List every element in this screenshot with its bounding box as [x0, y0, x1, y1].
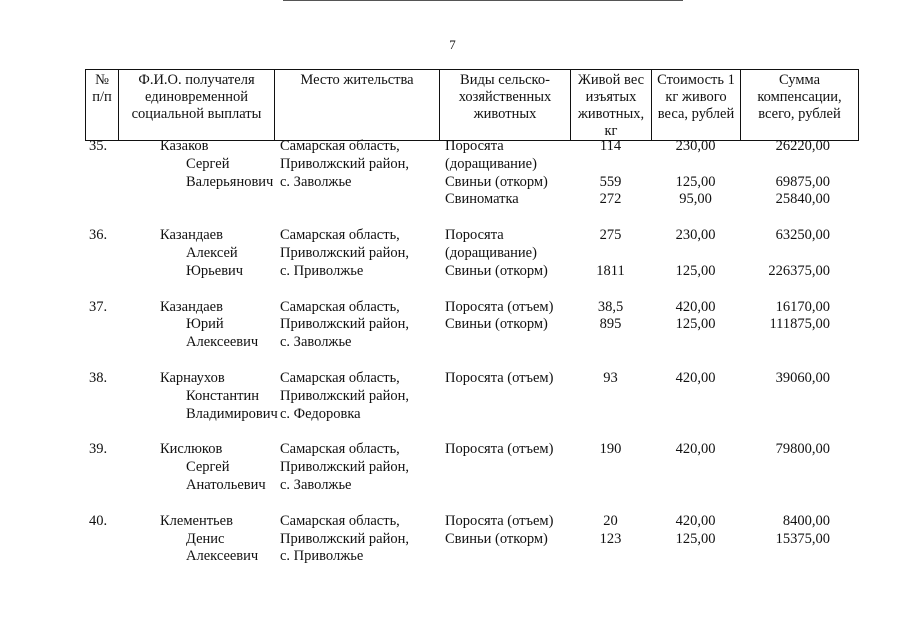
recipient-name-line: Сергей	[186, 155, 230, 172]
table-row	[85, 138, 858, 209]
animal-kind	[439, 299, 570, 352]
sum-value: 111875,00	[769, 316, 830, 333]
gap-cell	[439, 281, 570, 299]
gap-cell	[439, 495, 570, 513]
sum-value: 39060,00	[775, 369, 830, 386]
gap-cell	[118, 281, 274, 299]
address-line: Самарская область,	[280, 369, 400, 386]
compensation-sum	[740, 227, 858, 280]
sum-value: 69875,00	[775, 173, 830, 190]
live-weight	[570, 138, 651, 209]
row-number	[85, 299, 118, 352]
gap-cell	[570, 209, 651, 227]
gap-cell	[570, 281, 651, 299]
live-weight-value: 895	[599, 316, 622, 333]
gap-cell	[274, 281, 439, 299]
address-line: с. Заволжье	[280, 334, 352, 351]
live-weight	[570, 299, 651, 352]
sum-value: 26220,00	[775, 138, 830, 154]
row-number	[85, 227, 118, 280]
recipient-name-line: Алексей	[186, 244, 238, 261]
header-address: Место жительства	[275, 70, 440, 141]
table-header	[85, 69, 859, 141]
table-row	[85, 513, 858, 566]
table-row	[85, 441, 858, 494]
recipient-name-line: Клементьев	[160, 512, 233, 529]
animal-kind-line: Свиноматка	[445, 191, 519, 208]
gap-cell	[651, 352, 740, 370]
gap-cell	[274, 495, 439, 513]
animal-kind-line: Свиньи (откорм)	[445, 173, 548, 190]
animal-kind-line: Поросята	[445, 227, 504, 244]
gap-cell	[118, 352, 274, 370]
price-value: 420,00	[675, 441, 716, 458]
gap-cell	[118, 423, 274, 441]
live-weight	[570, 513, 651, 566]
spacer	[651, 245, 740, 263]
address	[274, 227, 439, 280]
animal-kind	[439, 227, 570, 280]
row-gap	[85, 209, 858, 227]
sum-value: 15375,00	[775, 530, 830, 547]
table-row	[85, 227, 858, 280]
live-weight-value: 123	[599, 530, 622, 547]
recipient-name-line: Алексеевич	[186, 334, 259, 351]
price-value: 230,00	[675, 138, 716, 154]
gap-cell	[85, 423, 118, 441]
header-num: № п/п	[86, 70, 119, 141]
address-line: с. Заволжье	[280, 173, 352, 190]
recipient-name	[118, 227, 274, 280]
gap-cell	[274, 352, 439, 370]
animal-kind-line: Поросята (отъем)	[445, 512, 554, 529]
row-number-text: 39.	[89, 441, 108, 458]
address	[274, 513, 439, 566]
recipient-name-line: Валерьянович	[186, 173, 274, 190]
compensation-sum	[740, 441, 858, 494]
recipient-name-line: Сергей	[186, 459, 230, 476]
header-kinds: Виды сельско-хозяйственных животных	[440, 70, 571, 141]
recipient-name-line: Юрий	[186, 316, 224, 333]
live-weight-value: 190	[599, 441, 622, 458]
row-number-text: 38.	[89, 369, 108, 386]
live-weight-value: 114	[599, 138, 622, 154]
recipient-name-line: Константин	[186, 387, 259, 404]
price-value: 230,00	[675, 227, 716, 244]
row-number-text: 36.	[89, 227, 108, 244]
address-line: Приволжский район,	[280, 244, 409, 261]
gap-cell	[85, 281, 118, 299]
address-line: с. Приволжье	[280, 262, 364, 279]
spacer	[570, 245, 651, 263]
address	[274, 441, 439, 494]
row-number	[85, 441, 118, 494]
recipient-name-line: Казандаев	[160, 227, 223, 244]
address-line: Самарская область,	[280, 512, 400, 529]
address	[274, 299, 439, 352]
price-value: 420,00	[675, 512, 716, 529]
address-line: с. Приволжье	[280, 548, 364, 565]
sum-value: 16170,00	[775, 298, 830, 315]
gap-cell	[651, 209, 740, 227]
animal-kind-line: (доращивание)	[445, 244, 537, 261]
recipient-name-line: Владимирович	[186, 405, 278, 422]
compensation-sum	[740, 513, 858, 566]
sum-value: 79800,00	[775, 441, 830, 458]
address-line: Самарская область,	[280, 227, 400, 244]
compensation-sum	[740, 370, 858, 423]
gap-cell	[651, 495, 740, 513]
row-gap	[85, 495, 858, 513]
price-per-kg	[651, 370, 740, 423]
animal-kind	[439, 441, 570, 494]
recipient-name	[118, 369, 278, 423]
address	[274, 370, 439, 423]
header-sum: Сумма компенсации, всего, рублей	[741, 70, 859, 141]
animal-kind-line: (доращивание)	[445, 155, 537, 172]
gap-cell	[740, 352, 858, 370]
price-per-kg	[651, 513, 740, 566]
gap-cell	[740, 423, 858, 441]
recipient-name-line: Юрьевич	[186, 262, 244, 279]
price-value: 95,00	[679, 191, 712, 208]
gap-cell	[439, 352, 570, 370]
price-value: 420,00	[675, 369, 716, 386]
gap-cell	[570, 495, 651, 513]
address-line: Приволжский район,	[280, 155, 409, 172]
gap-cell	[651, 423, 740, 441]
animal-kind-line: Поросята	[445, 138, 504, 154]
row-gap	[85, 423, 858, 441]
sum-value: 63250,00	[775, 227, 830, 244]
compensation-sum	[740, 138, 858, 209]
address-line: Приволжский район,	[280, 530, 409, 547]
price-per-kg	[651, 441, 740, 494]
animal-kind-line: Поросята (отъем)	[445, 298, 554, 315]
animal-kind	[439, 370, 570, 423]
animal-kind-line: Свиньи (откорм)	[445, 262, 548, 279]
price-per-kg	[651, 227, 740, 280]
gap-cell	[274, 423, 439, 441]
live-weight-value: 559	[599, 173, 622, 190]
row-number	[85, 370, 118, 423]
page-number: 7	[449, 37, 456, 52]
address-line: с. Федоровка	[280, 405, 361, 422]
address-line: Самарская область,	[280, 298, 400, 315]
live-weight-value: 93	[603, 369, 618, 386]
row-number-text: 37.	[89, 298, 108, 315]
live-weight	[570, 227, 651, 280]
address-line: Приволжский район,	[280, 459, 409, 476]
recipient-name-line: Анатольевич	[186, 476, 266, 493]
row-number	[85, 513, 118, 566]
spacer	[740, 245, 830, 263]
live-weight	[570, 441, 651, 494]
price-per-kg	[651, 138, 740, 209]
spacer	[570, 156, 651, 174]
address-line: с. Заволжье	[280, 476, 352, 493]
table-row	[85, 299, 858, 352]
gap-cell	[85, 352, 118, 370]
price-value: 125,00	[675, 316, 716, 333]
live-weight-value: 20	[603, 512, 618, 529]
spacer	[651, 156, 740, 174]
gap-cell	[740, 209, 858, 227]
animal-kind-line: Свиньи (откорм)	[445, 316, 548, 333]
row-number	[85, 138, 118, 209]
header-name: Ф.И.О. получателя единовременной социальной выплаты	[119, 70, 275, 141]
recipient-name	[118, 299, 274, 352]
table-body	[85, 138, 858, 566]
gap-cell	[85, 209, 118, 227]
table-row	[85, 370, 858, 423]
recipient-name	[118, 138, 274, 209]
live-weight	[570, 370, 651, 423]
live-weight-value: 1811	[596, 262, 625, 279]
live-weight-value: 38,5	[597, 298, 624, 315]
price-per-kg	[651, 299, 740, 352]
row-gap	[85, 281, 858, 299]
gap-cell	[439, 209, 570, 227]
row-gap	[85, 352, 858, 370]
animal-kind-line: Поросята (отъем)	[445, 441, 554, 458]
gap-cell	[740, 281, 858, 299]
gap-cell	[85, 495, 118, 513]
gap-cell	[570, 352, 651, 370]
sum-value: 8400,00	[782, 512, 830, 529]
animal-kind	[439, 138, 570, 209]
header-weight: Живой вес изъятых животных, кг	[571, 70, 652, 141]
animal-kind	[439, 513, 570, 566]
price-value: 125,00	[675, 262, 716, 279]
recipient-name-line: Кислюков	[160, 441, 223, 458]
recipient-name-line: Денис	[186, 530, 225, 547]
recipient-name-line: Алексеевич	[186, 548, 259, 565]
row-number-text: 40.	[89, 512, 108, 529]
price-value: 125,00	[675, 530, 716, 547]
address-line: Самарская область,	[280, 441, 400, 458]
sum-value: 25840,00	[775, 191, 830, 208]
gap-cell	[439, 423, 570, 441]
address	[274, 138, 439, 209]
header-price: Стоимость 1 кг живого веса, рублей	[652, 70, 741, 141]
recipient-name-line: Казаков	[160, 138, 209, 154]
animal-kind-line: Свиньи (откорм)	[445, 530, 548, 547]
live-weight-value: 272	[599, 191, 622, 208]
address-line: Приволжский район,	[280, 316, 409, 333]
compensation-sum	[740, 299, 858, 352]
recipient-name	[118, 441, 274, 494]
top-rule	[283, 0, 683, 1]
live-weight-value: 275	[599, 227, 622, 244]
gap-cell	[118, 209, 274, 227]
gap-cell	[740, 495, 858, 513]
gap-cell	[118, 495, 274, 513]
spacer	[740, 156, 830, 174]
price-value: 420,00	[675, 298, 716, 315]
gap-cell	[274, 209, 439, 227]
recipient-name-line: Карнаухов	[160, 369, 225, 386]
recipient-name	[118, 513, 274, 566]
price-value: 125,00	[675, 173, 716, 190]
address-line: Самарская область,	[280, 138, 400, 154]
gap-cell	[570, 423, 651, 441]
address-line: Приволжский район,	[280, 387, 409, 404]
recipient-name-line: Казандаев	[160, 298, 223, 315]
gap-cell	[651, 281, 740, 299]
animal-kind-line: Поросята (отъем)	[445, 369, 554, 386]
row-number-text: 35.	[89, 138, 108, 154]
sum-value: 226375,00	[768, 262, 830, 279]
